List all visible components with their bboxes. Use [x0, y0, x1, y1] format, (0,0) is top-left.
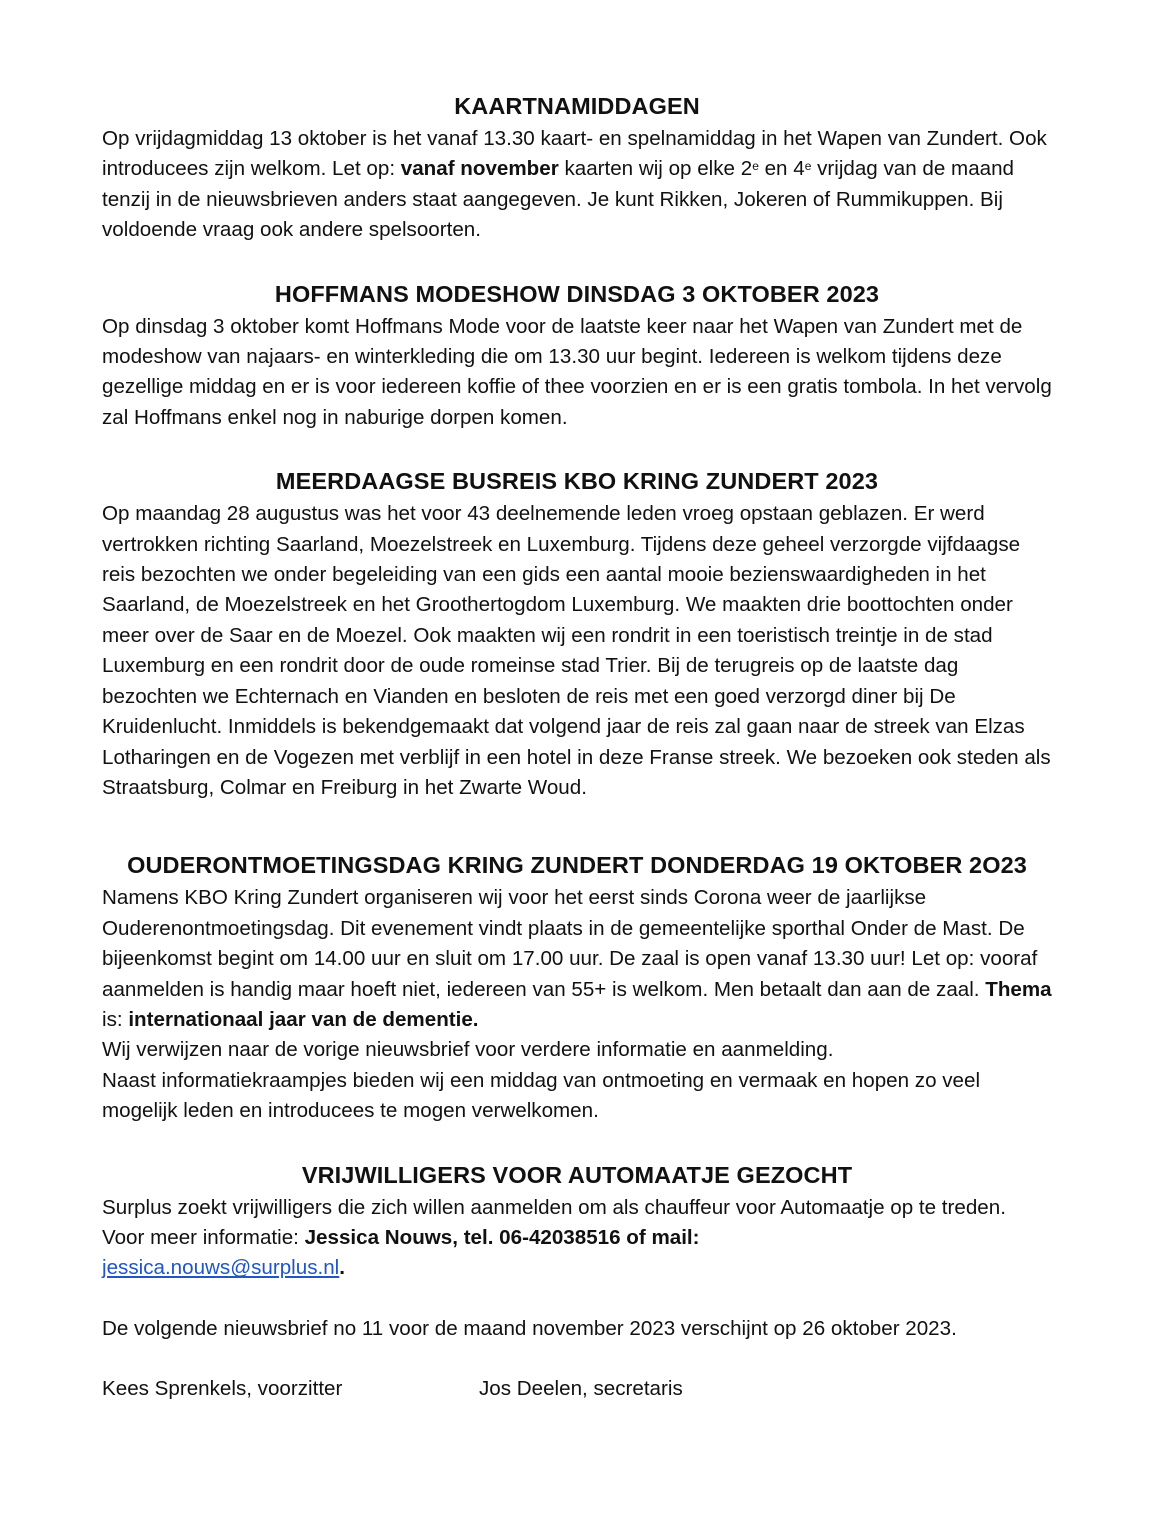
- text-fragment: Op vrijdagmiddag 13 oktober is het vanaf 13.30 kaart- en spelnamiddag in het Wapen van Zundert. Ook introducees zijn welkom. Let op:: [102, 127, 1047, 181]
- text-fragment: kaarten wij op elke 2: [558, 157, 753, 181]
- section-busreis: [102, 463, 1052, 803]
- text-fragment: Surplus zoekt vrijwilligers die zich willen aanmelden om als chauffeur voor Automaatje op te treden. Voor meer informatie:: [102, 1195, 1006, 1249]
- section-text: Op maandag 28 augustus was het voor 43 deelnemende leden vroeg opstaan geblazen. Er werd vertrokken richting Saarland, Moezelstreek en Luxemburg. Tijdens deze geheel verzorgde vijfdaagse reis bezochten we onder begeleiding van een gids een aantal mooie bezienswaardigheden in het Saarland, de Moezelstreek en het Groothertogdom Luxemburg. We maakten drie boottochten onder meer over de Saar en de Moezel. Ook maakten wij een rondrit in een toeristisch treintje in de stad Luxemburg en een rondrit door de oude romeinse stad Trier. Bij de terugreis op de laatste dag bezochten we Echternach en Vianden en besloten de reis met een goed verzorgd diner bij De Kruidenlucht. Inmiddels is bekendgemaakt dat volgend jaar de reis zal gaan naar de streek van Elzas Lotharingen en de Vogezen met verblijf in een hotel in deze Franse streek. We bezoeken ook steden als Straatsburg, Colmar en Freiburg in het Zwarte Woud.: [102, 502, 1051, 799]
- section-text: Op dinsdag 3 oktober komt Hoffmans Mode voor de laatste keer naar het Wapen van Zundert met de modeshow van najaars- en winterkleding die om 13.30 uur begint. Iedereen is welkom tijdens deze gezellige middag en er is voor iedereen koffie of thee voorzien en er is een gratis tombola. In het vervolg zal Hoffmans enkel nog in naburige dorpen komen.: [102, 314, 1052, 429]
- spacer: [102, 803, 1052, 847]
- section-text: [102, 883, 1052, 1035]
- section-modeshow: [102, 276, 1052, 434]
- signatures: [102, 1374, 1052, 1404]
- spacer: [102, 246, 1052, 276]
- bold-text: vanaf november: [400, 157, 559, 181]
- section-title: VRIJWILLIGERS VOOR AUTOMAATJE GEZOCHT: [301, 1161, 853, 1188]
- superscript: e: [804, 159, 812, 174]
- next-issue-note: De volgende nieuwsbrief no 11 voor de maand november 2023 verschijnt op 26 oktober 2023.: [102, 1316, 957, 1340]
- text-fragment: is:: [102, 1007, 129, 1031]
- section-kaartnamiddagen: [102, 88, 1052, 246]
- section-ouderontmoetingsdag: [102, 847, 1052, 1126]
- spacer: [102, 1344, 1052, 1374]
- text-fragment: .: [339, 1256, 345, 1280]
- signature-chairman: Kees Sprenkels, voorzitter: [102, 1377, 343, 1401]
- section-vrijwilligers: [102, 1157, 1052, 1284]
- section-title: OUDERONTMOETINGSDAG KRING ZUNDERT DONDERDAG 19 OKTOBER 2O23: [127, 852, 1027, 879]
- section-text: [102, 1193, 1052, 1284]
- spacer: [102, 1284, 1052, 1314]
- section-text: [102, 124, 1052, 246]
- section-title: KAARTNAMIDDAGEN: [454, 93, 700, 119]
- superscript: e: [752, 159, 759, 174]
- newsletter-page: [102, 88, 1052, 1404]
- section-text: Naast informatiekraampjes bieden wij een middag van ontmoeting en vermaak en hopen zo veel mogelijk leden en introducees te mogen verwelkomen.: [102, 1068, 981, 1123]
- contact-info: Jessica Nouws, tel. 06-42038516 of mail:: [304, 1225, 700, 1249]
- signature-secretary: Jos Deelen, secretaris: [479, 1377, 683, 1401]
- section-title: MEERDAAGSE BUSREIS KBO KRING ZUNDERT 2023: [275, 468, 879, 495]
- text-fragment: vrijdag van de maand tenzij in de nieuwsbrieven anders staat aangegeven. Je kunt Rikken, Jokeren of Rummikuppen. Bij voldoende vraag ook andere spelsoorten.: [102, 157, 1015, 242]
- spacer: [102, 1127, 1052, 1157]
- bold-text: Thema: [985, 977, 1052, 1001]
- section-title: HOFFMANS MODESHOW DINSDAG 3 OKTOBER 2023: [274, 280, 880, 307]
- email-link[interactable]: jessica.nouws@surplus.nl: [102, 1256, 340, 1280]
- section-text: Wij verwijzen naar de vorige nieuwsbrief voor verdere informatie en aanmelding.: [102, 1038, 834, 1062]
- text-fragment: en 4: [758, 157, 805, 181]
- spacer: [102, 433, 1052, 463]
- bold-text: internationaal jaar van de dementie.: [128, 1007, 479, 1031]
- text-fragment: Namens KBO Kring Zundert organiseren wij voor het eerst sinds Corona weer de jaarlijkse Ouderenontmoetingsdag. Dit evenement vindt plaats in de gemeentelijke sporthal Onder de Mast. De bijeenkomst begint om 14.00 uur en sluit om 17.00 uur. De zaal is open vanaf 13.30 uur! Let op: vooraf aanmelden is handig maar hoeft niet, iedereen van 55+ is welkom. Men betaalt dan aan de zaal.: [102, 886, 1038, 1001]
